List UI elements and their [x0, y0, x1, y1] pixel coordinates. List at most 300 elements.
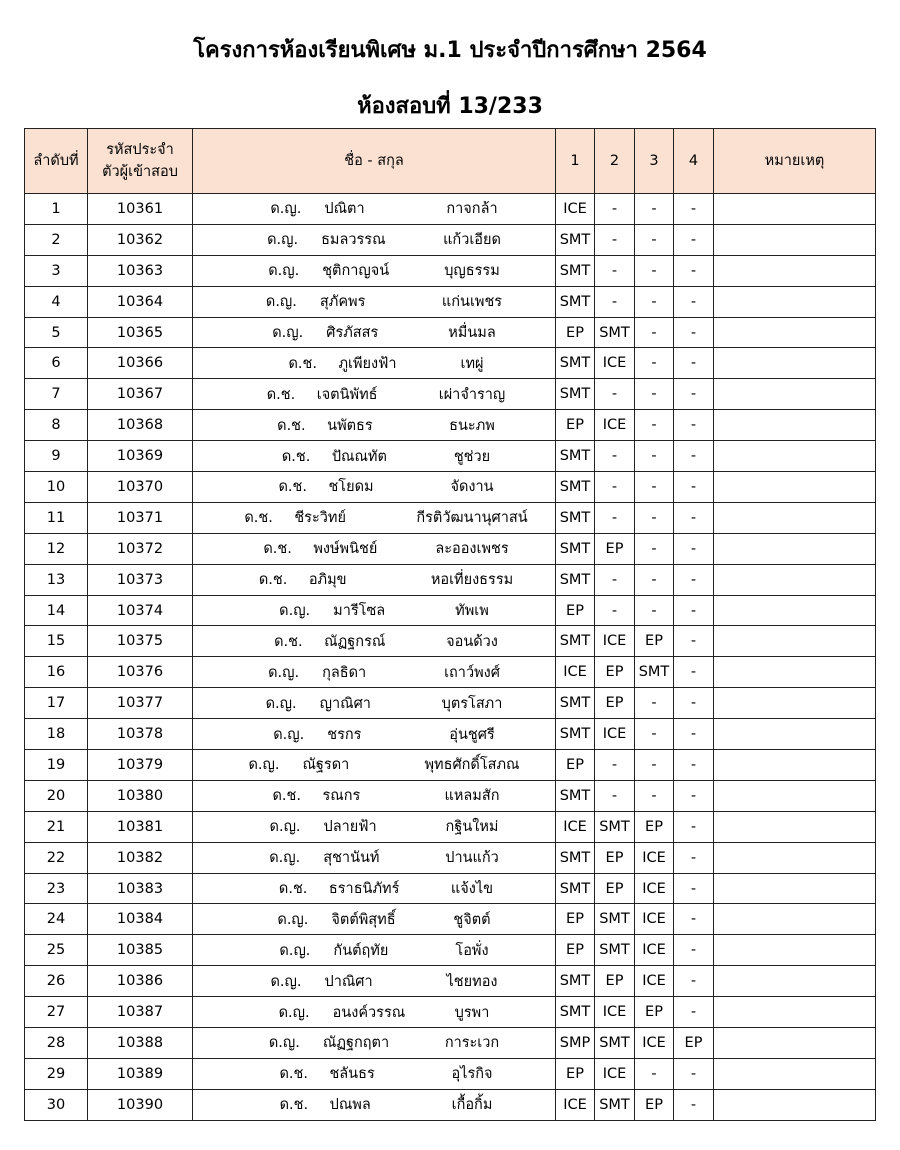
row-name-prefix: ด.ญ. [269, 819, 301, 836]
table-header-row [25, 129, 876, 194]
row-choice-1: SMT [556, 348, 595, 379]
row-full-name [193, 255, 556, 286]
row-choice-4: - [674, 502, 714, 533]
row-full-name [193, 441, 556, 472]
row-order: 21 [25, 811, 88, 842]
row-full-name [193, 719, 556, 750]
row-exam-id: 10372 [88, 533, 193, 564]
row-choice-1: SMT [556, 286, 595, 317]
row-last-name: แก่นเพชร [441, 294, 503, 311]
row-choice-2: - [595, 255, 635, 286]
row-choice-2: ICE [595, 348, 635, 379]
row-choice-4: - [674, 626, 714, 657]
row-choice-3: - [635, 224, 674, 255]
row-last-name: พุทธศักดิ์โสภณ [424, 757, 520, 774]
table-row [25, 750, 876, 781]
row-choice-2: EP [595, 533, 635, 564]
row-name-prefix: ด.ญ. [278, 1004, 310, 1021]
row-choice-1: SMT [556, 224, 595, 255]
row-last-name: แหลมสัก [444, 788, 500, 805]
row-name-prefix: ด.ญ. [269, 850, 301, 867]
row-choice-1: SMT [556, 255, 595, 286]
row-remark [714, 935, 876, 966]
row-last-name: กฐินใหม่ [445, 819, 499, 836]
table-row [25, 533, 876, 564]
row-choice-1: SMP [556, 1028, 595, 1059]
row-choice-3: - [635, 1058, 674, 1089]
row-remark [714, 564, 876, 595]
row-choice-3: - [635, 502, 674, 533]
row-remark [714, 626, 876, 657]
row-order: 30 [25, 1089, 88, 1120]
row-name-prefix: ด.ญ. [268, 1035, 300, 1052]
row-choice-4: - [674, 595, 714, 626]
row-order: 11 [25, 502, 88, 533]
row-full-name [193, 750, 556, 781]
row-remark [714, 502, 876, 533]
row-remark [714, 997, 876, 1028]
header-remark: หมายเหตุ [714, 129, 876, 194]
table-row [25, 348, 876, 379]
row-order: 14 [25, 595, 88, 626]
table-row [25, 719, 876, 750]
table-row [25, 657, 876, 688]
table-row [25, 935, 876, 966]
row-choice-4: - [674, 811, 714, 842]
row-exam-id: 10375 [88, 626, 193, 657]
row-choice-3: - [635, 719, 674, 750]
row-choice-1: EP [556, 317, 595, 348]
row-order: 5 [25, 317, 88, 348]
row-choice-2: - [595, 780, 635, 811]
row-remark [714, 472, 876, 503]
row-choice-4: - [674, 657, 714, 688]
row-order: 24 [25, 904, 88, 935]
row-name-prefix: ด.ญ. [268, 263, 300, 280]
row-first-name: สุชานันท์ [323, 850, 380, 867]
table-row [25, 811, 876, 842]
row-last-name: ชูช่วย [453, 448, 491, 465]
row-exam-id: 10361 [88, 194, 193, 225]
row-choice-3: - [635, 379, 674, 410]
row-full-name [193, 595, 556, 626]
row-last-name: ทัพเพ [455, 603, 489, 620]
row-full-name [193, 626, 556, 657]
row-first-name: รณกร [322, 788, 361, 805]
row-choice-2: ICE [595, 1058, 635, 1089]
row-last-name: กีรติวัฒนานุศาสน์ [416, 510, 528, 527]
row-last-name: หอเที่ยงธรรม [430, 572, 514, 589]
row-choice-2: EP [595, 842, 635, 873]
row-name-prefix: ด.ช. [274, 633, 303, 650]
row-full-name [193, 286, 556, 317]
row-order: 4 [25, 286, 88, 317]
row-choice-1: EP [556, 935, 595, 966]
row-remark [714, 688, 876, 719]
header-choice-3: 3 [635, 129, 674, 194]
row-first-name: ธราธนิภัทร์ [328, 881, 400, 898]
row-first-name: ชโยดม [328, 479, 374, 496]
row-choice-3: ICE [635, 966, 674, 997]
row-choice-2: - [595, 194, 635, 225]
row-remark [714, 904, 876, 935]
row-choice-1: SMT [556, 502, 595, 533]
row-exam-id: 10389 [88, 1058, 193, 1089]
row-choice-1: EP [556, 410, 595, 441]
row-last-name: อุไรกิจ [451, 1066, 493, 1083]
row-full-name [193, 564, 556, 595]
table-row [25, 842, 876, 873]
row-exam-id: 10378 [88, 719, 193, 750]
row-name-prefix: ด.ช. [279, 1066, 308, 1083]
row-exam-id: 10385 [88, 935, 193, 966]
row-choice-4: - [674, 873, 714, 904]
row-choice-1: ICE [556, 811, 595, 842]
row-full-name [193, 966, 556, 997]
row-choice-1: EP [556, 750, 595, 781]
row-choice-3: - [635, 194, 674, 225]
row-exam-id: 10363 [88, 255, 193, 286]
row-choice-2: ICE [595, 410, 635, 441]
table-body [25, 194, 876, 1121]
row-first-name: ณัฏฐกรณ์ [324, 633, 386, 650]
row-exam-id: 10381 [88, 811, 193, 842]
row-choice-2: EP [595, 873, 635, 904]
row-last-name: หมื่นมล [448, 325, 496, 341]
row-choice-2: SMT [595, 935, 635, 966]
table-row [25, 873, 876, 904]
row-choice-3: - [635, 410, 674, 441]
table-row [25, 966, 876, 997]
table-row [25, 1089, 876, 1120]
row-choice-3: - [635, 441, 674, 472]
row-last-name: เกื้อกิ้ม [451, 1097, 493, 1114]
header-choice-1: 1 [556, 129, 595, 194]
row-full-name [193, 1058, 556, 1089]
row-name-prefix: ด.ญ. [279, 603, 311, 620]
row-choice-4: - [674, 1058, 714, 1089]
table-row [25, 1058, 876, 1089]
row-choice-3: - [635, 255, 674, 286]
row-name-prefix: ด.ช. [288, 355, 317, 372]
row-full-name [193, 348, 556, 379]
row-first-name: ปณพล [329, 1097, 371, 1114]
header-choice-2: 2 [595, 129, 635, 194]
row-choice-4: - [674, 286, 714, 317]
row-choice-1: ICE [556, 657, 595, 688]
row-last-name: กาจกล้า [446, 201, 498, 218]
row-exam-id: 10365 [88, 317, 193, 348]
row-exam-id: 10383 [88, 873, 193, 904]
table-row [25, 286, 876, 317]
row-exam-id: 10362 [88, 224, 193, 255]
row-remark [714, 255, 876, 286]
row-choice-3: - [635, 595, 674, 626]
row-name-prefix: ด.ญ. [248, 757, 280, 774]
row-name-prefix: ด.ญ. [265, 294, 297, 311]
header-exam-id [88, 129, 193, 194]
row-remark [714, 224, 876, 255]
row-choice-2: - [595, 595, 635, 626]
row-exam-id: 10377 [88, 688, 193, 719]
row-remark [714, 842, 876, 873]
row-choice-1: SMT [556, 626, 595, 657]
row-choice-3: - [635, 317, 674, 348]
row-first-name: นพัตธร [327, 417, 373, 434]
row-remark [714, 348, 876, 379]
row-first-name: มารีโซล [333, 603, 386, 620]
row-remark [714, 811, 876, 842]
row-first-name: กันต์ฤทัย [333, 942, 389, 959]
row-remark [714, 533, 876, 564]
row-last-name: บูรพา [454, 1004, 490, 1021]
row-choice-3: EP [635, 811, 674, 842]
row-choice-1: SMT [556, 966, 595, 997]
row-remark [714, 657, 876, 688]
row-choice-1: EP [556, 595, 595, 626]
row-full-name [193, 1089, 556, 1120]
row-order: 2 [25, 224, 88, 255]
header-order: ลำดับที่ [25, 129, 88, 194]
row-choice-1: SMT [556, 997, 595, 1028]
row-last-name: ชูจิตต์ [453, 911, 491, 928]
row-name-prefix: ด.ช. [272, 788, 301, 805]
row-last-name: จัดงาน [450, 479, 494, 496]
row-first-name: ณัฏฐกฤตา [322, 1035, 390, 1052]
row-first-name: พงษ์พนิชย์ [313, 541, 378, 558]
row-choice-4: - [674, 255, 714, 286]
row-choice-4: - [674, 997, 714, 1028]
row-choice-2: SMT [595, 317, 635, 348]
row-choice-2: EP [595, 966, 635, 997]
row-order: 26 [25, 966, 88, 997]
row-choice-1: SMT [556, 842, 595, 873]
row-choice-4: - [674, 780, 714, 811]
row-choice-4: - [674, 472, 714, 503]
row-remark [714, 441, 876, 472]
row-choice-1: SMT [556, 780, 595, 811]
row-choice-1: SMT [556, 688, 595, 719]
row-remark [714, 286, 876, 317]
row-order: 16 [25, 657, 88, 688]
row-choice-3: - [635, 472, 674, 503]
row-full-name [193, 904, 556, 935]
row-remark [714, 780, 876, 811]
row-choice-1: EP [556, 904, 595, 935]
row-choice-3: EP [635, 1089, 674, 1120]
row-exam-id: 10369 [88, 441, 193, 472]
row-remark [714, 379, 876, 410]
row-order: 3 [25, 255, 88, 286]
row-choice-2: - [595, 224, 635, 255]
row-order: 20 [25, 780, 88, 811]
row-remark [714, 1089, 876, 1120]
row-full-name [193, 935, 556, 966]
row-remark [714, 317, 876, 348]
row-choice-4: - [674, 904, 714, 935]
row-choice-2: SMT [595, 904, 635, 935]
row-choice-4: - [674, 379, 714, 410]
row-first-name: ธมลวรรณ [321, 232, 386, 249]
row-choice-3: - [635, 348, 674, 379]
row-exam-id: 10367 [88, 379, 193, 410]
row-exam-id: 10380 [88, 780, 193, 811]
row-full-name [193, 780, 556, 811]
row-last-name: โอพั่ง [455, 942, 489, 959]
header-exam-id-label: รหัสประจำตัวผู้เข้าสอบ [102, 142, 178, 180]
row-order: 1 [25, 194, 88, 225]
row-remark [714, 719, 876, 750]
row-choice-4: - [674, 750, 714, 781]
row-choice-3: ICE [635, 842, 674, 873]
row-remark [714, 966, 876, 997]
row-choice-4: - [674, 935, 714, 966]
row-name-prefix: ด.ญ. [270, 201, 302, 218]
row-full-name [193, 472, 556, 503]
row-last-name: ปานแก้ว [445, 850, 499, 867]
table-row [25, 255, 876, 286]
row-choice-3: ICE [635, 1028, 674, 1059]
row-name-prefix: ด.ญ. [279, 942, 311, 959]
row-full-name [193, 410, 556, 441]
row-name-prefix: ด.ช. [279, 1097, 309, 1114]
row-name-prefix: ด.ช. [278, 881, 308, 898]
row-choice-2: - [595, 472, 635, 503]
row-choice-3: ICE [635, 904, 674, 935]
row-choice-3: ICE [635, 935, 674, 966]
row-first-name: ศิรภัสสร [326, 325, 379, 341]
row-name-prefix: ด.ช. [277, 417, 306, 434]
row-choice-1: ICE [556, 194, 595, 225]
row-choice-2: EP [595, 688, 635, 719]
row-name-prefix: ด.ช. [263, 541, 292, 558]
row-choice-4: - [674, 194, 714, 225]
row-choice-4: EP [674, 1028, 714, 1059]
row-choice-3: - [635, 750, 674, 781]
row-choice-3: - [635, 780, 674, 811]
row-full-name [193, 502, 556, 533]
row-remark [714, 750, 876, 781]
row-last-name: เทผู่ [460, 355, 484, 372]
row-first-name: อนงค์วรรณ [332, 1004, 406, 1021]
table-row [25, 904, 876, 935]
row-first-name: ชรกร [327, 726, 362, 743]
row-first-name: ญาณิศา [319, 695, 371, 712]
row-last-name: อุ่นชูศรี [449, 726, 495, 743]
row-choice-2: ICE [595, 719, 635, 750]
row-first-name: ปลายฟ้า [323, 819, 377, 836]
row-order: 15 [25, 626, 88, 657]
row-order: 27 [25, 997, 88, 1028]
exam-room-subtitle: ห้องสอบที่ 13/233 [357, 94, 543, 119]
row-exam-id: 10382 [88, 842, 193, 873]
row-name-prefix: ด.ช. [258, 572, 288, 589]
row-remark [714, 1058, 876, 1089]
row-choice-1: ICE [556, 1089, 595, 1120]
row-name-prefix: ด.ช. [281, 448, 311, 465]
row-exam-id: 10384 [88, 904, 193, 935]
row-choice-2: - [595, 286, 635, 317]
row-exam-id: 10388 [88, 1028, 193, 1059]
row-first-name: สุภัคพร [319, 294, 366, 311]
row-first-name: อภิมุข [308, 572, 347, 589]
row-first-name: ปณิตา [324, 201, 365, 218]
row-choice-4: - [674, 533, 714, 564]
row-choice-1: SMT [556, 719, 595, 750]
row-exam-id: 10386 [88, 966, 193, 997]
row-name-prefix: ด.ญ. [265, 695, 297, 712]
row-choice-2: - [595, 750, 635, 781]
row-full-name [193, 997, 556, 1028]
row-order: 9 [25, 441, 88, 472]
row-order: 7 [25, 379, 88, 410]
document-title: โครงการห้องเรียนพิเศษ ม.1 ประจำปีการศึกษา 2564 [193, 38, 707, 63]
table-row [25, 688, 876, 719]
table-row [25, 379, 876, 410]
exam-roster-table [24, 128, 876, 1121]
row-first-name: ปัณณทัต [331, 448, 387, 465]
row-last-name: บุญธรรม [444, 263, 500, 280]
row-last-name: บุตรโสภา [441, 695, 503, 712]
row-choice-4: - [674, 317, 714, 348]
row-choice-2: SMT [595, 811, 635, 842]
row-last-name: แก้วเอียด [443, 232, 501, 249]
row-first-name: ณัฐรดา [302, 757, 350, 774]
row-choice-1: SMT [556, 379, 595, 410]
row-full-name [193, 194, 556, 225]
row-choice-2: EP [595, 657, 635, 688]
row-full-name [193, 657, 556, 688]
row-last-name: การะเวก [444, 1035, 500, 1052]
row-choice-4: - [674, 966, 714, 997]
row-name-prefix: ด.ญ. [267, 232, 299, 249]
row-choice-4: - [674, 441, 714, 472]
row-choice-4: - [674, 564, 714, 595]
row-exam-id: 10373 [88, 564, 193, 595]
table-row [25, 997, 876, 1028]
table-row [25, 410, 876, 441]
row-exam-id: 10376 [88, 657, 193, 688]
row-order: 10 [25, 472, 88, 503]
header-choice-4: 4 [674, 129, 714, 194]
row-order: 25 [25, 935, 88, 966]
table-row [25, 472, 876, 503]
row-choice-4: - [674, 688, 714, 719]
row-choice-1: SMT [556, 472, 595, 503]
header-name: ชื่อ - สกุล [193, 129, 556, 194]
row-name-prefix: ด.ช. [244, 510, 273, 527]
row-first-name: ชลันธร [329, 1066, 375, 1083]
row-first-name: เจตนิพัทธ์ [316, 386, 378, 403]
row-choice-4: - [674, 719, 714, 750]
row-choice-4: - [674, 224, 714, 255]
row-order: 12 [25, 533, 88, 564]
row-name-prefix: ด.ญ. [273, 726, 305, 743]
row-remark [714, 873, 876, 904]
table-row [25, 502, 876, 533]
row-last-name: ธนะภพ [449, 417, 495, 434]
row-choice-3: - [635, 688, 674, 719]
table-row [25, 224, 876, 255]
row-last-name: ละอองเพชร [435, 541, 509, 558]
row-name-prefix: ด.ช. [266, 386, 296, 403]
row-choice-3: - [635, 533, 674, 564]
row-choice-2: - [595, 379, 635, 410]
row-order: 22 [25, 842, 88, 873]
row-name-prefix: ด.ญ. [272, 325, 304, 341]
row-last-name: เผ่าจำราญ [438, 386, 506, 403]
row-name-prefix: ด.ญ. [277, 911, 309, 928]
